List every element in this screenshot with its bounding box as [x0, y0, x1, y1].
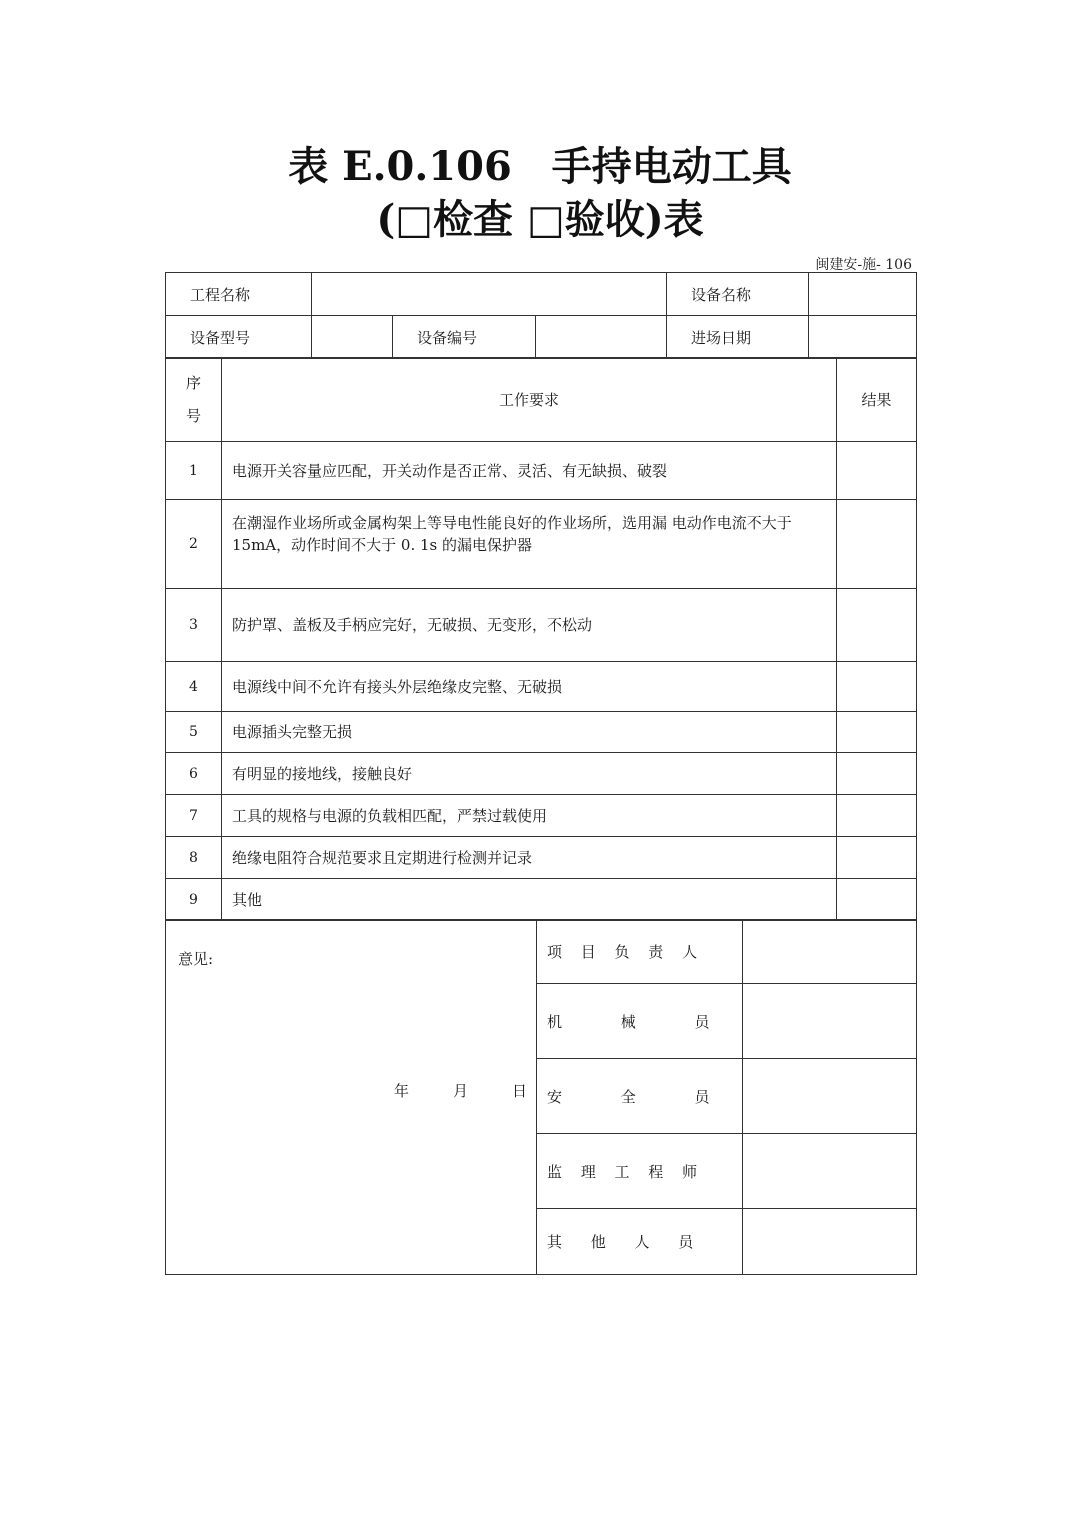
seq-header: [166, 358, 222, 442]
sign-safety-officer[interactable]: [743, 1059, 917, 1134]
result-header: 结果: [837, 358, 917, 442]
equipment-model-label: 设备型号: [166, 316, 312, 359]
equipment-number-label: 设备编号: [393, 316, 536, 359]
role-label: 机 械 员: [547, 1012, 710, 1031]
table-row: [166, 500, 917, 589]
equipment-name-field[interactable]: [809, 273, 917, 316]
row-requirement: 工具的规格与电源的负载相匹配，严禁过载使用: [222, 795, 837, 837]
project-name-field[interactable]: [312, 273, 667, 316]
row-number: 9: [166, 879, 222, 921]
form-title-line1: 表 E.0.106 手持电动工具: [288, 143, 792, 190]
row-number: 4: [166, 662, 222, 712]
opinion-cell[interactable]: [166, 920, 537, 1275]
equipment-name-label: 设备名称: [667, 273, 809, 316]
role-project-manager: [537, 920, 743, 984]
date-line: [394, 1080, 527, 1101]
sign-mechanic[interactable]: [743, 984, 917, 1059]
role-other-personnel: [537, 1209, 743, 1275]
form-title-line2: (□检查 □验收)表: [376, 196, 704, 243]
row-requirement: 电源插头完整无损: [222, 712, 837, 753]
row-number: 2: [166, 500, 222, 589]
date-year: 年: [394, 1082, 410, 1100]
date-month: 月: [453, 1082, 469, 1100]
role-label: 其 他 人 员: [547, 1233, 694, 1251]
row-number: 3: [166, 589, 222, 662]
row-result[interactable]: [837, 500, 917, 589]
sign-other-personnel[interactable]: [743, 1209, 917, 1275]
row-number: 5: [166, 712, 222, 753]
requirements-table: [165, 357, 917, 921]
row-requirement: 在潮湿作业场所或金属构架上等导电性能良好的作业场所，选用漏 电动作电流不大于 15mA，动作时间不大于 0. 1s 的漏电保护器: [222, 500, 837, 589]
row-result[interactable]: [837, 589, 917, 662]
signature-table: [165, 919, 917, 1275]
table-row: [166, 442, 917, 500]
row-requirement: 绝缘电阻符合规范要求且定期进行检测并记录: [222, 837, 837, 879]
row-number: 8: [166, 837, 222, 879]
row-requirement: 电源开关容量应匹配，开关动作是否正常、灵活、有无缺损、破裂: [222, 442, 837, 500]
requirement-header: 工作要求: [222, 358, 837, 442]
entry-date-field[interactable]: [809, 316, 917, 359]
row-number: 1: [166, 442, 222, 500]
opinion-label: 意见:: [178, 950, 214, 968]
row-result[interactable]: [837, 795, 917, 837]
date-day: 日: [512, 1082, 528, 1100]
role-label: 监 理 工 程 师: [547, 1162, 698, 1181]
row-result[interactable]: [837, 837, 917, 879]
role-mechanic: [537, 984, 743, 1059]
role-safety-officer: [537, 1059, 743, 1134]
table-row: [166, 589, 917, 662]
table-row: [166, 879, 917, 921]
sign-supervision-engineer[interactable]: [743, 1134, 917, 1209]
row-result[interactable]: [837, 753, 917, 795]
table-row: [166, 662, 917, 712]
table-row: [166, 753, 917, 795]
sign-project-manager[interactable]: [743, 920, 917, 984]
row-requirement: 其他: [222, 879, 837, 921]
role-supervision-engineer: [537, 1134, 743, 1209]
entry-date-label: 进场日期: [667, 316, 809, 359]
row-number: 7: [166, 795, 222, 837]
table-row: [166, 712, 917, 753]
role-label: 项 目 负 责 人: [547, 943, 698, 961]
equipment-model-field[interactable]: [312, 316, 393, 359]
row-result[interactable]: [837, 442, 917, 500]
project-name-label: 工程名称: [166, 273, 312, 316]
row-number: 6: [166, 753, 222, 795]
row-result[interactable]: [837, 662, 917, 712]
row-requirement: 防护罩、盖板及手柄应完好，无破损、无变形，不松动: [222, 589, 837, 662]
row-result[interactable]: [837, 712, 917, 753]
table-row: [166, 795, 917, 837]
equipment-number-field[interactable]: [536, 316, 667, 359]
row-requirement: 电源线中间不允许有接头外层绝缘皮完整、无破损: [222, 662, 837, 712]
role-label: 安 全 员: [547, 1087, 710, 1106]
form-code: 闽建安-施- 106: [815, 257, 912, 273]
row-requirement: 有明显的接地线，接触良好: [222, 753, 837, 795]
header-table: [165, 272, 917, 359]
row-result[interactable]: [837, 879, 917, 921]
table-row: [166, 837, 917, 879]
seq-header-text: 序 号: [185, 373, 201, 425]
